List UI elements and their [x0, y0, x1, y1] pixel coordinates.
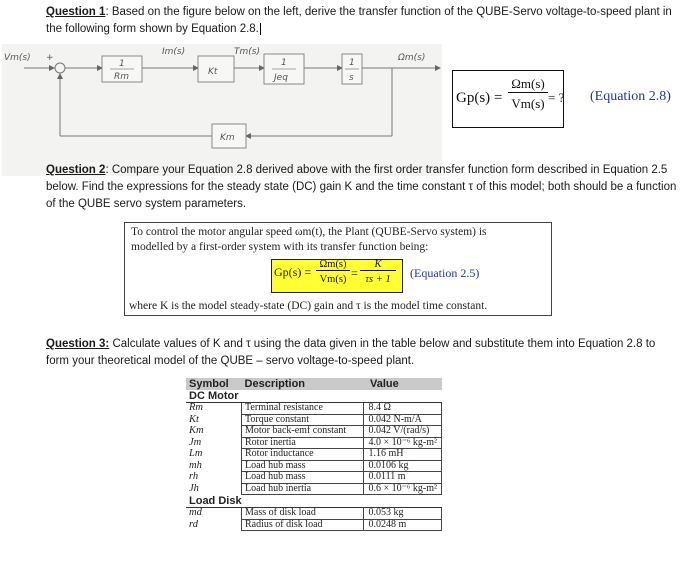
block1-num: 1	[119, 59, 125, 69]
eq25-den2: τs + 1	[365, 274, 391, 285]
eq25-num1: Ωm(s)	[316, 259, 350, 271]
row-value: 0.6 × 10⁻⁶ kg-m²	[364, 483, 442, 495]
block2-label: Kt	[208, 67, 218, 77]
feedback-label: Km	[220, 133, 235, 143]
group1-label: DC Motor	[186, 390, 442, 403]
row-value: 0.042 V/(rad/s)	[364, 426, 442, 438]
row-symbol: Kt	[189, 413, 199, 425]
block4-den: s	[349, 73, 354, 83]
label-torque-tm: Tm(s)	[234, 47, 260, 57]
eq28-numerator: Ωm(s)	[508, 76, 548, 93]
header-value: Value	[369, 378, 399, 390]
row-symbol: rd	[189, 518, 198, 530]
eq25-den1: Vm(s)	[319, 274, 347, 285]
question2-text: : Compare your Equation 2.8 derived above with the first order transfer function form described in Equation 2.5 below. Find the expressions for the steady state (DC) gain K and the time constant τ of this model; both should be a function of the QUBE servo system parameters.	[46, 164, 677, 210]
eq28-denominator: Vm(s)	[511, 96, 545, 111]
row-value: 8.4 Ω	[364, 403, 442, 415]
table-row	[186, 449, 442, 461]
question3-paragraph	[46, 336, 666, 370]
summing-junction	[55, 63, 65, 73]
header-symbol: Symbol	[189, 378, 229, 390]
model-line1: To control the motor angular speed ωm(t), the Plant (QUBE-Servo system) is	[131, 226, 487, 238]
label-current-im: Im(s)	[162, 47, 186, 57]
row-symbol: Jm	[189, 436, 202, 448]
question1-label: Question 1	[46, 6, 106, 18]
table-row	[186, 437, 442, 449]
row-value: 0.053 kg	[364, 508, 442, 520]
question2-label: Question 2	[46, 164, 106, 176]
row-value: 0.0111 m	[364, 472, 442, 484]
row-description: Rotor inductance	[242, 449, 364, 461]
parameter-table	[186, 378, 442, 531]
row-value: 0.0248 m	[364, 519, 442, 531]
row-symbol: md	[189, 507, 202, 519]
row-description: Mass of disk load	[242, 508, 364, 520]
label-plus: +	[46, 53, 54, 63]
block3-num: 1	[281, 58, 287, 68]
group-row-dc-motor	[186, 390, 442, 403]
row-symbol: Rm	[189, 402, 203, 414]
model-line3: where K is the model steady-state (DC) gain and τ is the model time constant.	[129, 300, 488, 312]
question3-label: Question 3:	[46, 338, 110, 350]
row-symbol: rh	[189, 471, 199, 482]
disk-rows	[186, 508, 442, 531]
question2-paragraph	[46, 162, 682, 213]
text-cursor	[260, 23, 261, 35]
row-symbol: mh	[189, 459, 202, 471]
block-diagram-photo	[2, 44, 442, 176]
row-description: Terminal resistance	[242, 403, 364, 415]
table-row	[186, 414, 442, 426]
question1-text: : Based on the figure below on the left, derive the transfer function of the QUBE-Servo voltage-to-speed plant in the following form shown by Equation 2.8.	[46, 6, 672, 35]
block1-den: Rm	[114, 72, 130, 82]
row-description: Load hub inertia	[242, 483, 364, 495]
block4-num: 1	[349, 58, 355, 68]
label-input-vm: Vm(s)	[4, 53, 31, 63]
motor-rows	[186, 403, 442, 495]
label-output-omega: Ωm(s)	[398, 53, 426, 63]
row-description: Rotor inertia	[242, 437, 364, 449]
table-row	[186, 403, 442, 415]
row-value: 1.16 mH	[364, 449, 442, 461]
question3-text: Calculate values of K and τ using the data given in the table below and substitute them into Equation 2.8 to form your theoretical model of the QUBE – servo voltage-to-speed plant.	[46, 338, 656, 367]
table-row	[186, 483, 442, 495]
eq25-lhs: Gp(s) =	[274, 265, 312, 279]
row-value: 0.042 N-m/A	[364, 414, 442, 426]
question1-paragraph	[46, 4, 686, 38]
group-row-load-disk	[186, 495, 442, 508]
row-symbol: Km	[189, 425, 204, 436]
table-row	[186, 519, 442, 531]
table-row	[186, 508, 442, 520]
model-line2: modelled by a first-order system with its transfer function being:	[131, 241, 429, 253]
eq28-rhs: = ?	[548, 90, 565, 105]
eq28-lhs: Gp(s) =	[456, 90, 503, 106]
eq25-label: (Equation 2.5)	[410, 266, 480, 280]
eq25-equals: =	[351, 266, 358, 280]
header-description: Description	[244, 378, 306, 390]
row-description: Motor back-emf constant	[242, 426, 364, 438]
row-description: Load hub mass	[242, 460, 364, 472]
row-description: Torque constant	[242, 414, 364, 426]
table-row	[186, 472, 442, 484]
row-description: Load hub mass	[242, 472, 364, 484]
row-symbol: Lm	[189, 448, 203, 459]
block-diagram-svg	[2, 44, 442, 176]
row-symbol: Jh	[189, 482, 199, 494]
table-header-row	[186, 378, 442, 390]
group2-label: Load Disk	[186, 495, 442, 508]
eq28-label: (Equation 2.8)	[590, 89, 671, 104]
table-row	[186, 460, 442, 472]
row-value: 0.0106 kg	[364, 460, 442, 472]
row-description: Radius of disk load	[242, 519, 364, 531]
eq25-num2: K	[360, 259, 396, 271]
row-value: 4.0 × 10⁻⁶ kg-m²	[364, 437, 442, 449]
table-row	[186, 426, 442, 438]
block3-den: Jeq	[274, 73, 288, 83]
